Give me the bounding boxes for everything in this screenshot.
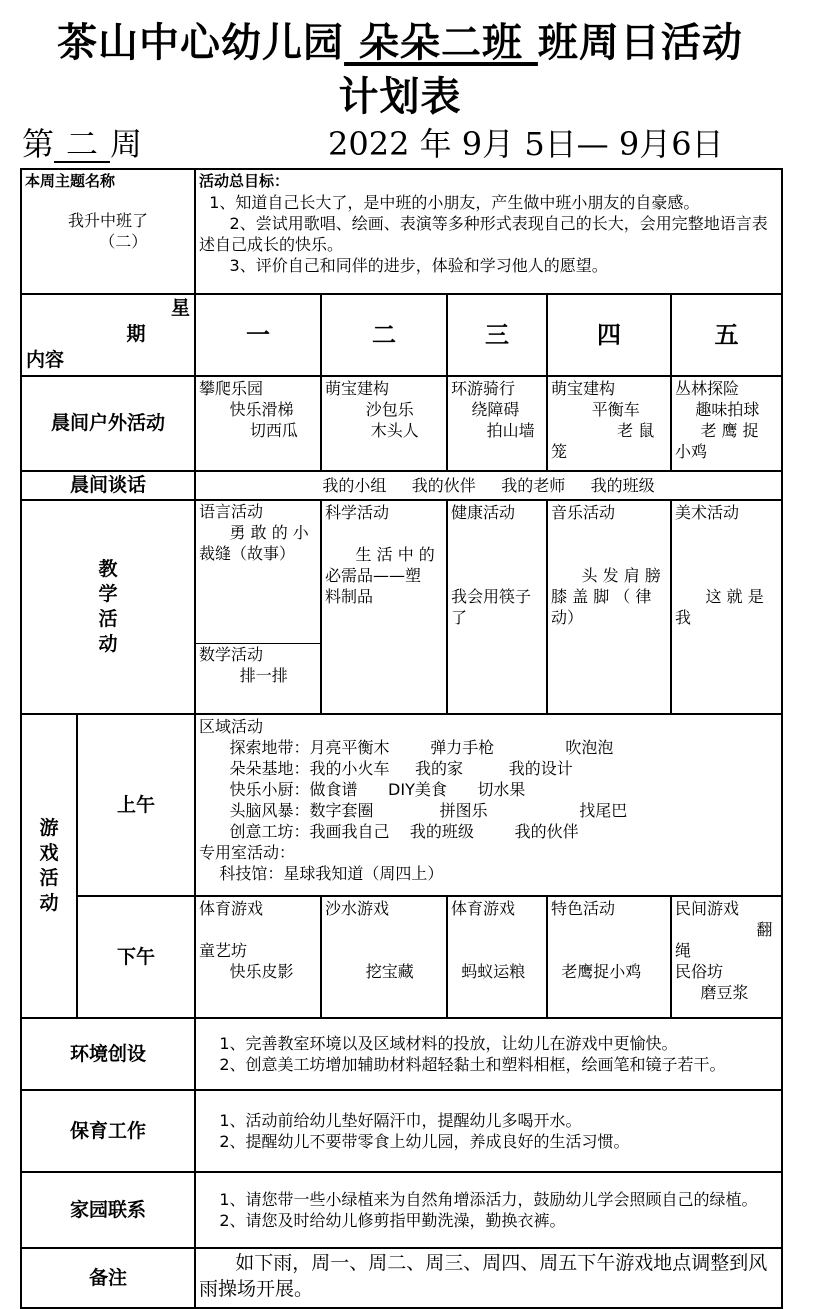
header-neirong: 内容	[26, 349, 65, 371]
goals-text: 1、知道自己长大了，是中班的小朋友，产生做中班小朋友的自豪感。 2、尝试用歌唱、绘画、表演等多种形式表现自己的长大，会用完整地语言表述自己成长的快乐。 3、评价自己和同伴的进步，体验和学习他人的愿望。	[199, 193, 768, 275]
game-am-content: 区域活动 探索地带：月亮平衡木 弹力手枪 吹泡泡 朵朵基地：我的小火车 我的家 我的设计 快乐小厨：做食谱 DIY美食 切水果 头脑风暴：数字套圈 拼图乐 找尾巴 创意工坊：我画我自己 我的班级 我的伙伴 专用室活动： 科技馆：星球我知道（周四上）	[195, 714, 782, 896]
outdoor-label: 晨间户外活动	[21, 376, 195, 471]
talk-content: 我的小组 我的伙伴 我的老师 我的班级	[195, 471, 782, 500]
teaching-monday-language: 语言活动 勇 敢 的 小 裁缝（故事）	[196, 501, 320, 644]
week-label	[22, 124, 142, 164]
game-label-char: 戏	[39, 842, 59, 864]
week-number: 二	[54, 127, 110, 163]
game-pm-label: 下午	[77, 896, 195, 1018]
title-class-name: 朵朵二班	[344, 20, 538, 66]
care-label: 保育工作	[21, 1090, 195, 1172]
talk-label: 晨间谈话	[21, 471, 195, 500]
game-label-char: 活	[39, 867, 59, 889]
teaching-monday	[195, 500, 321, 714]
game-pm-tuesday: 沙水游戏 挖宝藏	[321, 896, 447, 1018]
game-label-char: 动	[39, 892, 59, 914]
teaching-wednesday: 健康活动 我会用筷子 了	[447, 500, 547, 714]
weekday-monday: 一	[195, 294, 321, 376]
teaching-label-char: 活	[98, 608, 118, 630]
theme-name: 我升中班了 （二）	[68, 211, 149, 251]
document-title	[0, 20, 800, 66]
teaching-label	[21, 500, 195, 714]
header-xing: 星	[171, 297, 191, 319]
game-pm-wednesday: 体育游戏 蚂蚁运粮	[447, 896, 547, 1018]
family-content: 1、请您带一些小绿植来为自然角增添活力，鼓励幼儿学会照顾自己的绿植。 2、请您及时给幼儿修剪指甲勤洗澡，勤换衣裤。	[195, 1172, 782, 1248]
outdoor-monday: 攀爬乐园 快乐滑梯 切西瓜	[195, 376, 321, 471]
week-suffix: 周	[110, 125, 143, 163]
game-pm-friday: 民间游戏 翻 绳 民俗坊 磨豆浆	[671, 896, 782, 1018]
teaching-tuesday: 科学活动 生 活 中 的 必需品——塑 料制品	[321, 500, 447, 714]
header-qi: 期	[126, 323, 146, 345]
goals-cell	[195, 169, 782, 294]
teaching-label-char: 学	[98, 583, 118, 605]
game-pm-thursday: 特色活动 老鹰捉小鸡	[547, 896, 671, 1018]
document-title-line2: 计划表	[338, 74, 462, 120]
teaching-label-char: 动	[98, 633, 118, 655]
header-corner-cell	[21, 294, 195, 376]
title-kindergarten: 茶山中心幼儿园	[57, 20, 345, 66]
remarks-label: 备注	[21, 1248, 195, 1308]
environment-content: 1、完善教室环境以及区域材料的投放，让幼儿在游戏中更愉快。 2、创意美工坊增加辅助材料超轻黏土和塑料相框，绘画笔和镜子若干。	[195, 1018, 782, 1090]
teaching-friday: 美术活动 这 就 是 我	[671, 500, 782, 714]
game-label-char: 游	[39, 817, 59, 839]
theme-cell	[21, 169, 195, 294]
outdoor-tuesday: 萌宝建构 沙包乐 木头人	[321, 376, 447, 471]
game-pm-monday: 体育游戏 童艺坊 快乐皮影	[195, 896, 321, 1018]
remarks-content: 如下雨，周一、周二、周三、周四、周五下午游戏地点调整到风雨操场开展。	[195, 1248, 782, 1308]
care-content: 1、活动前给幼儿垫好隔汗巾，提醒幼儿多喝开水。 2、提醒幼儿不要带零食上幼儿园，养成良好的生活习惯。	[195, 1090, 782, 1172]
week-prefix: 第	[22, 125, 55, 163]
weekday-thursday: 四	[547, 294, 671, 376]
weekday-friday: 五	[671, 294, 782, 376]
environment-label: 环境创设	[21, 1018, 195, 1090]
outdoor-wednesday: 环游骑行 绕障碍 拍山墙	[447, 376, 547, 471]
date-range: 2022 年 9月 5日— 9月6日	[328, 125, 724, 163]
outdoor-thursday: 萌宝建构 平衡车 老 鼠 笼	[547, 376, 671, 471]
title-suffix: 班周日活动	[537, 20, 743, 66]
outdoor-friday: 丛林探险 趣味拍球 老 鹰 捉 小鸡	[671, 376, 782, 471]
family-label: 家园联系	[21, 1172, 195, 1248]
weekday-tuesday: 二	[321, 294, 447, 376]
teaching-thursday: 音乐活动 头 发 肩 膀 膝 盖 脚 （ 律 动）	[547, 500, 671, 714]
game-am-label: 上午	[77, 714, 195, 896]
weekday-wednesday: 三	[447, 294, 547, 376]
weekly-plan-table	[20, 168, 783, 1309]
goals-label: 活动总目标：	[199, 172, 290, 190]
teaching-label-char: 教	[98, 558, 118, 580]
game-label	[21, 714, 77, 1018]
theme-label: 本周主题名称	[25, 172, 116, 190]
teaching-monday-math: 数学活动 排一排	[199, 645, 288, 685]
